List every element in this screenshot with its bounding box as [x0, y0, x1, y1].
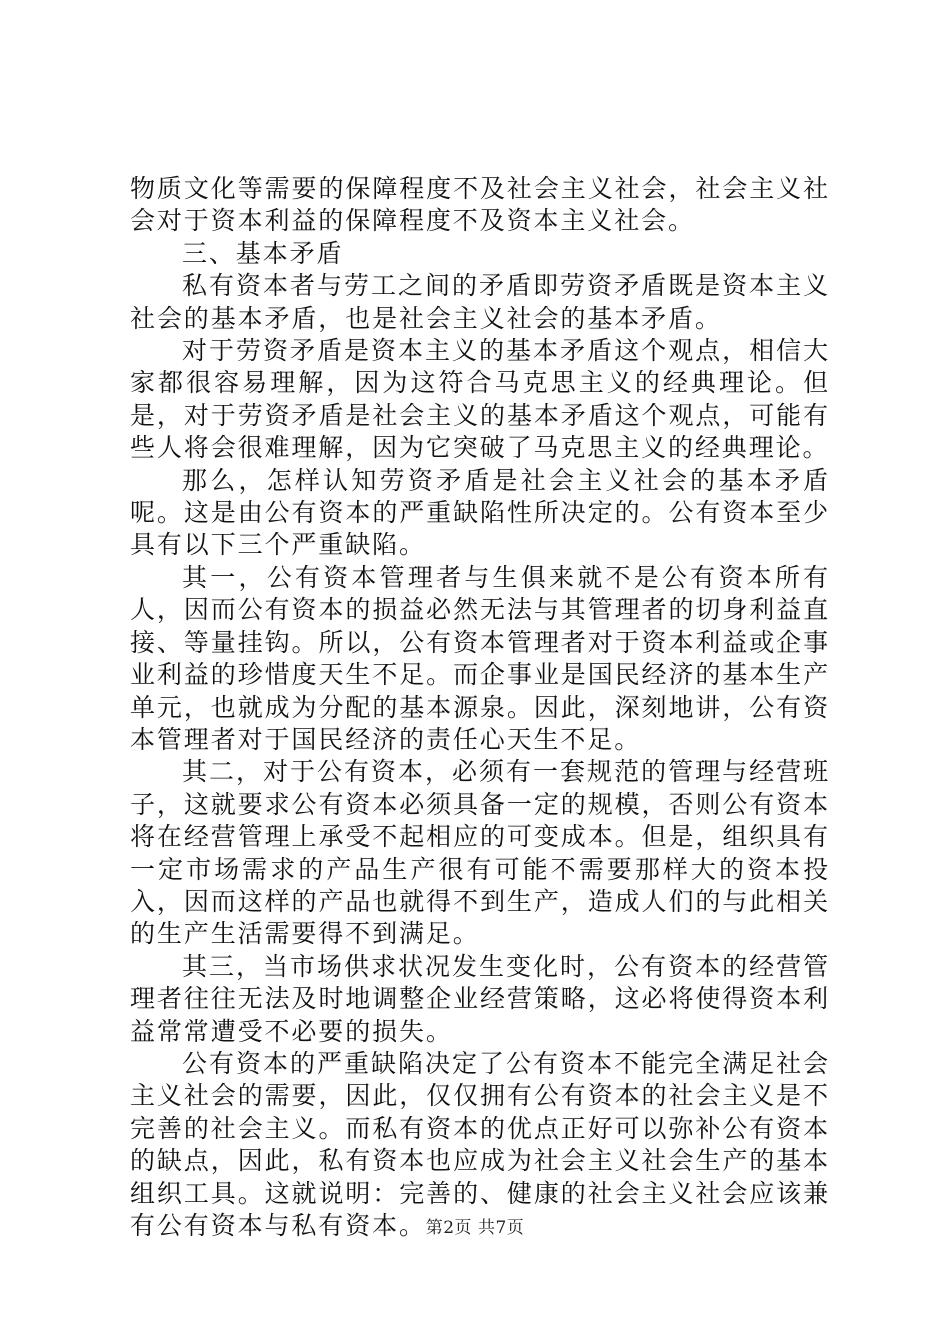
- page-number-footer: 第2页 共7页: [425, 1218, 525, 1238]
- paragraph-5: 其一，公有资本管理者与生俱来就不是公有资本所有人，因而公有资本的损益必然无法与其管理者的切身利益直接、等量挂钩。所以，公有资本管理者对于资本利益或企事业利益的珍惜度天生不足。而企事业是国民经济的基本生产单元，也就成为分配的基本源泉。因此，深刻地讲，公有资本管理者对于国民经济的责任心天生不足。: [130, 562, 830, 754]
- paragraph-7: 其三，当市场供求状况发生变化时，公有资本的经营管理者往往无法及时地调整企业经营策略，这必将使得资本利益常常遭受不必要的损失。: [130, 951, 830, 1046]
- paragraph-3: 对于劳资矛盾是资本主义的基本矛盾这个观点，相信大家都很容易理解，因为这符合马克思主义的经典理论。但是，对于劳资矛盾是社会主义的基本矛盾这个观点，可能有些人将会很难理解，因为它突破了马克思主义的经典理论。: [130, 336, 830, 463]
- paragraph-8: 公有资本的严重缺陷决定了公有资本不能完全满足社会主义社会的需要，因此，仅仅拥有公有资本的社会主义是不完善的社会主义。而私有资本的优点正好可以弥补公有资本的缺点，因此，私有资本也应成为社会主义社会生产的基本组织工具。这就说明：完善的、健康的社会主义社会应该兼有公有资本与私有资本。: [130, 1048, 830, 1240]
- document-body: [130, 173, 830, 1242]
- section-heading: 三、基本矛盾: [182, 238, 344, 268]
- paragraph-2: 私有资本者与劳工之间的矛盾即劳资矛盾既是资本主义社会的基本矛盾，也是社会主义社会的基本矛盾。: [130, 271, 830, 333]
- paragraph-4: 那么，怎样认知劳资矛盾是社会主义社会的基本矛盾呢。这是由公有资本的严重缺陷性所决定的。公有资本至少具有以下三个严重缺陷。: [130, 465, 830, 560]
- paragraph-1: 物质文化等需要的保障程度不及社会主义社会，社会主义社会对于资本利益的保障程度不及资本主义社会。: [130, 174, 830, 236]
- paragraph-6: 其二，对于公有资本，必须有一套规范的管理与经营班子，这就要求公有资本必须具备一定的规模，否则公有资本将在经营管理上承受不起相应的可变成本。但是，组织具有一定市场需求的产品生产很有可能不需要那样大的资本投入，因而这样的产品也就得不到生产，造成人们的与此相关的生产生活需要得不到满足。: [130, 757, 830, 949]
